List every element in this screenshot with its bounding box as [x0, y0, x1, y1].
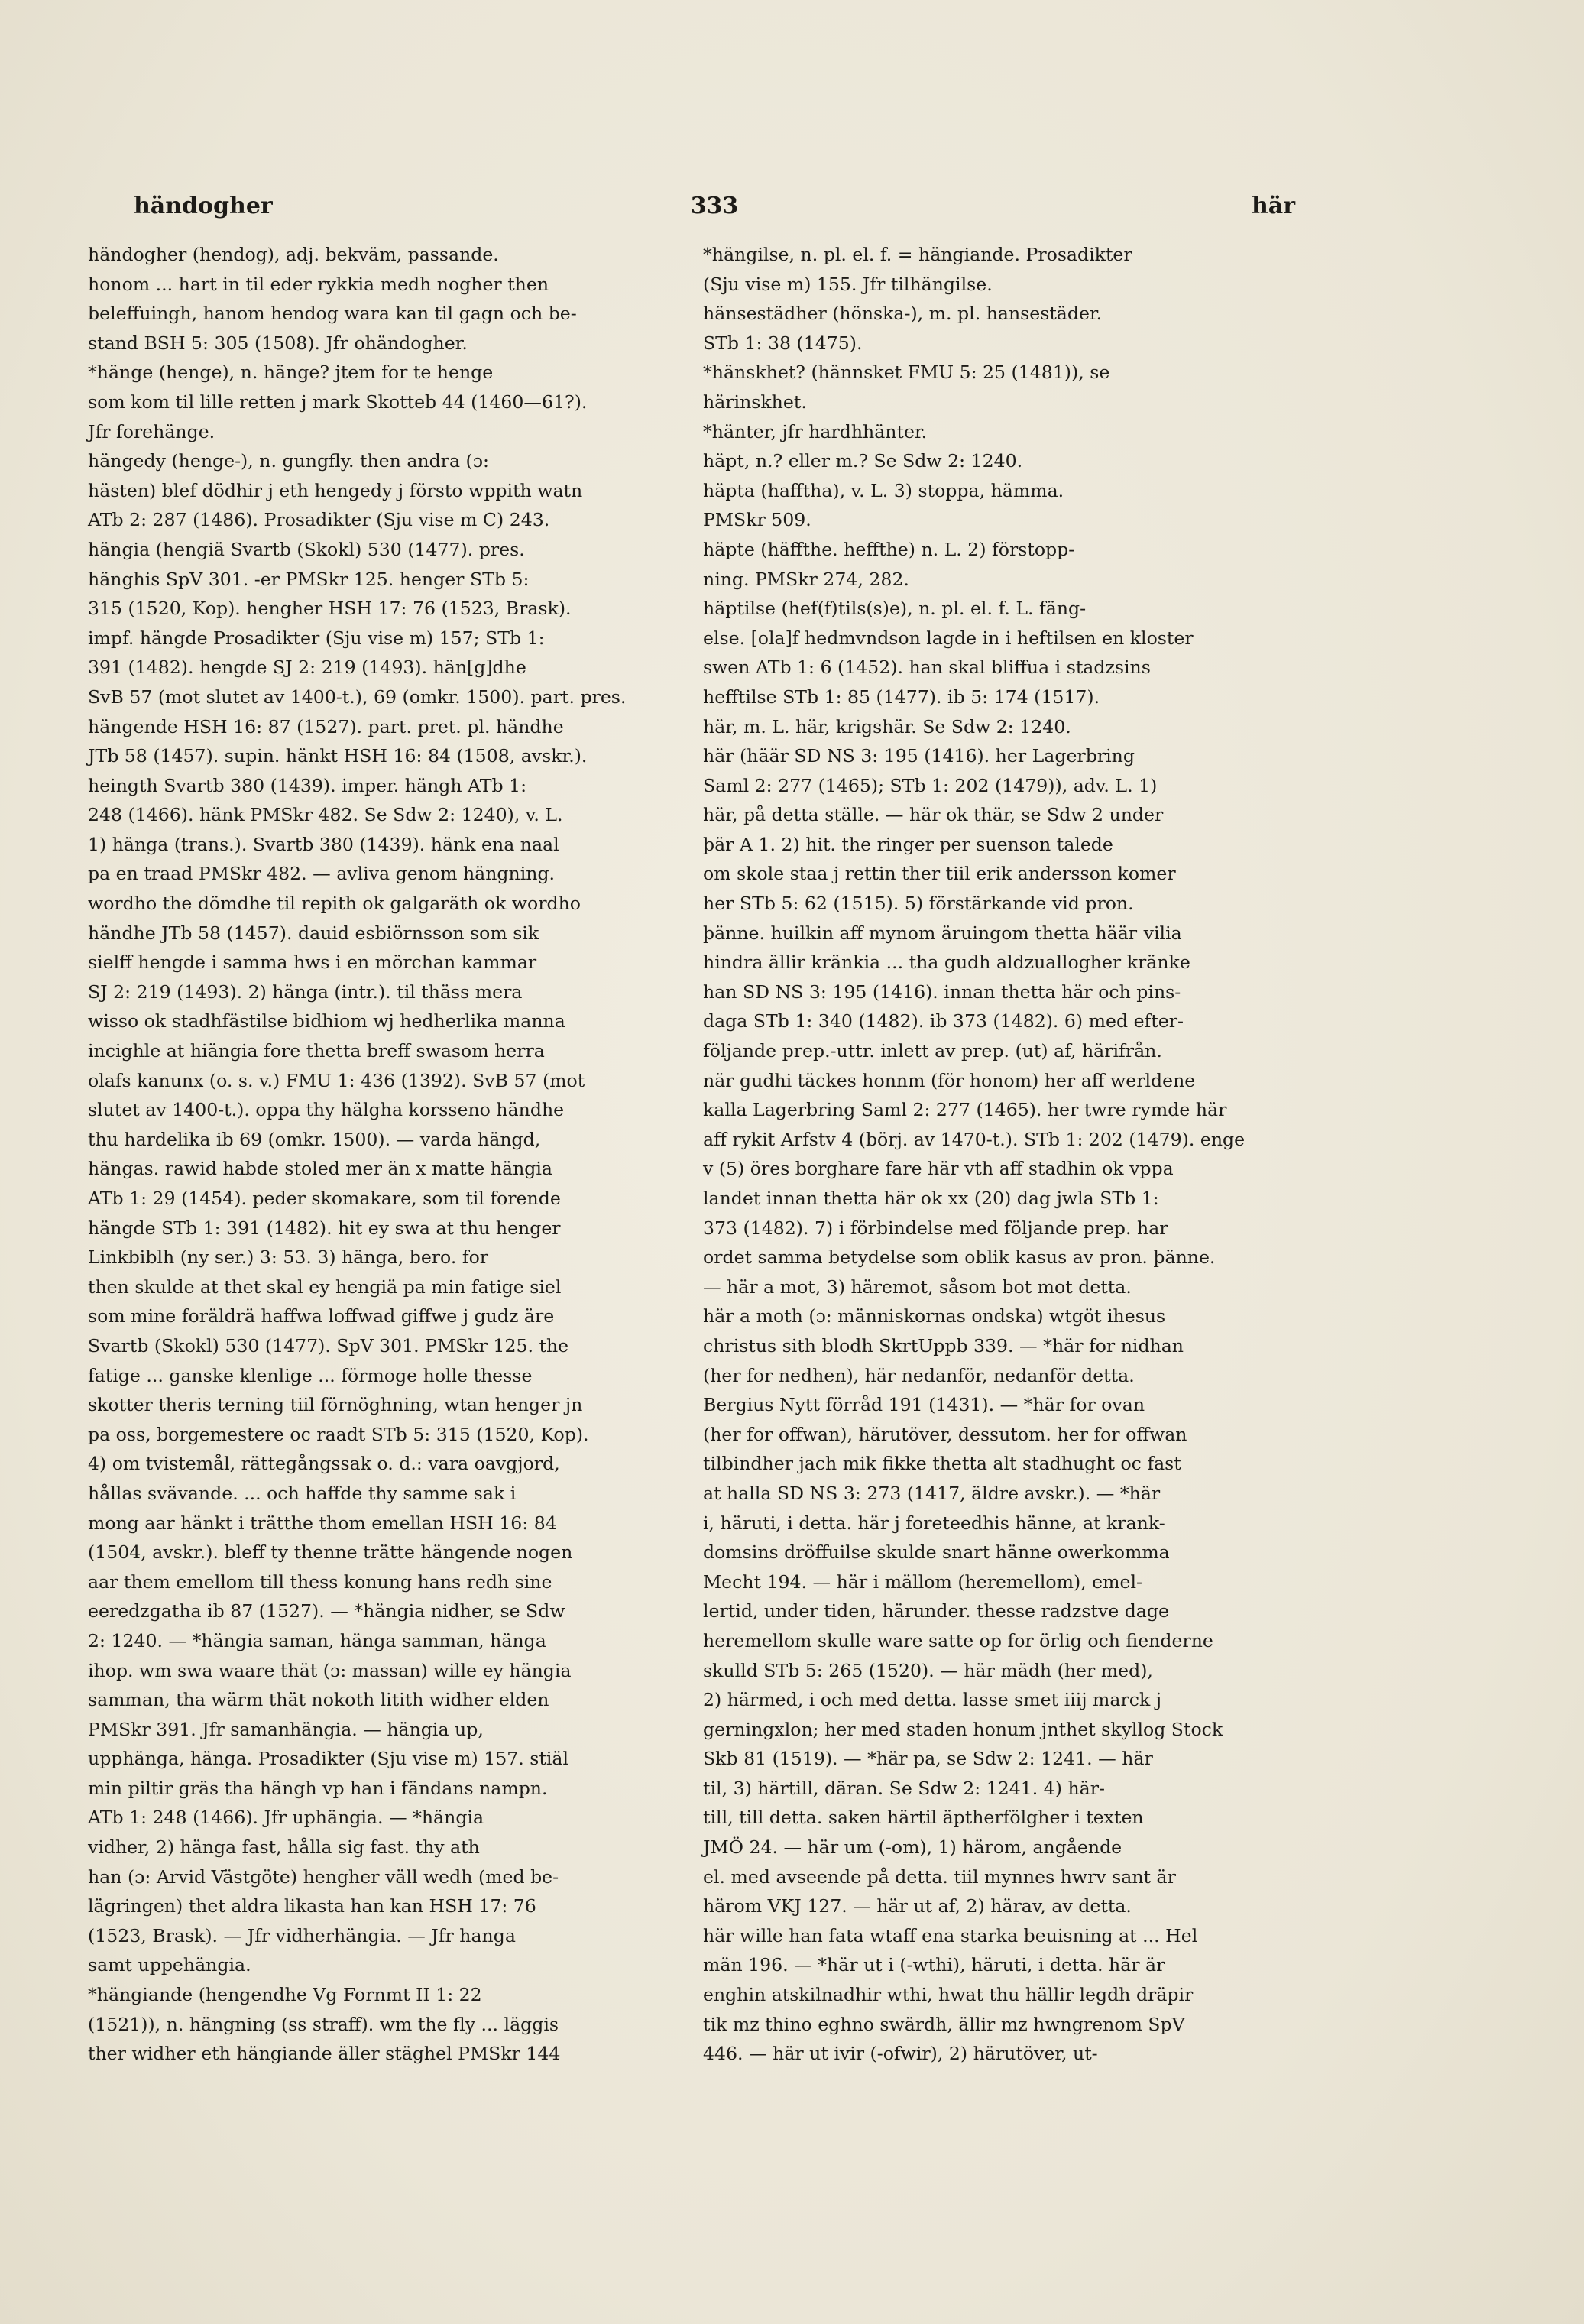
text-line: JTb 58 (1457). supin. hänkt HSH 16: 84 (1508, avskr.).	[88, 745, 588, 767]
text-line: pa oss, borgemestere oc raadt STb 5: 315 (1520, Kop).	[88, 1423, 589, 1445]
text-line: följande prep.-uttr. inlett av prep. (ut) af, härifrån.	[703, 1040, 1162, 1062]
text-line: samman, tha wärm thät nokoth litith widher elden	[88, 1689, 549, 1711]
text-line: honom ... hart in til eder rykkia medh nogher then	[88, 273, 549, 295]
text-line: domsins dröffuilse skulde snart hänne owerkomma	[703, 1541, 1170, 1564]
text-line: heremellom skulle ware satte op for örlig och fienderne	[703, 1629, 1213, 1651]
text-line: gerningxlon; her med staden honum jnthet skyllog Stock	[703, 1718, 1223, 1740]
running-head-right: här	[1251, 193, 1295, 219]
text-line: 248 (1466). hänk PMSkr 482. Se Sdw 2: 1240), v. L.	[88, 804, 563, 826]
text-line: ATb 2: 287 (1486). Prosadikter (Sju vise m C) 243.	[88, 509, 550, 531]
text-line: SJ 2: 219 (1493). 2) hänga (intr.). til thäss mera	[88, 980, 523, 1003]
text-line: 391 (1482). hengde SJ 2: 219 (1493). hän[g]dhe	[88, 656, 526, 679]
text-line: (her for offwan), härutöver, dessutom. her for offwan	[703, 1423, 1187, 1445]
text-line: som mine foräldrä haffwa loffwad giffwe j gudz äre	[88, 1305, 555, 1327]
text-line: ning. PMSkr 274, 282.	[703, 568, 909, 590]
text-line: ATb 1: 248 (1466). Jfr uphängia. — *hängia	[88, 1807, 484, 1829]
text-line: hängia (hengiä Svartb (Skokl) 530 (1477). pres.	[88, 538, 525, 560]
text-line: som kom til lille retten j mark Skotteb 44 (1460—61?).	[88, 391, 588, 413]
text-line: vidher, 2) hänga fast, hålla sig fast. thy ath	[88, 1836, 480, 1859]
text-line: slutet av 1400-t.). oppa thy hälgha korsseno händhe	[88, 1099, 565, 1121]
text-line: män 196. — *här ut i (-wthi), häruti, i detta. här är	[703, 1954, 1165, 1976]
text-line: hållas svävande. ... och haffde thy samme sak i	[88, 1482, 517, 1504]
text-line: hängedy (henge-), n. gungfly. then andra (ɔ:	[88, 450, 489, 472]
text-line: 373 (1482). 7) i förbindelse med följande prep. har	[703, 1217, 1168, 1239]
text-line: eeredzgatha ib 87 (1527). — *hängia nidher, se Sdw	[88, 1600, 565, 1622]
text-line: her STb 5: 62 (1515). 5) förstärkande vid pron.	[703, 893, 1134, 915]
text-line: hängende HSH 16: 87 (1527). part. pret. pl. händhe	[88, 715, 564, 737]
text-line: hänsestädher (hönska-), m. pl. hansestäder.	[703, 303, 1103, 325]
text-line: SvB 57 (mot slutet av 1400-t.), 69 (omkr. 1500). part. pres.	[88, 686, 627, 708]
text-line: PMSkr 391. Jfr samanhängia. — hängia up,	[88, 1718, 484, 1740]
text-line: stand BSH 5: 305 (1508). Jfr ohändogher.	[88, 332, 468, 354]
text-line: olafs kanunx (o. s. v.) FMU 1: 436 (1392). SvB 57 (mot	[88, 1069, 585, 1091]
text-line: hefftilse STb 1: 85 (1477). ib 5: 174 (1517).	[703, 686, 1100, 708]
text-line: *hängiande (hengendhe Vg Fornmt II 1: 22	[88, 1984, 482, 2006]
text-line: fatige ... ganske klenlige ... förmoge holle thesse	[88, 1364, 533, 1386]
text-line: skotter theris terning tiil förnöghning, wtan henger jn	[88, 1394, 583, 1416]
text-line: härinskhet.	[703, 391, 807, 413]
text-line: else. [ola]f hedmvndson lagde in i heftilsen en kloster	[703, 627, 1194, 649]
running-head-left: händogher	[134, 193, 273, 219]
text-line: STb 1: 38 (1475).	[703, 332, 863, 354]
text-line: hängde STb 1: 391 (1482). hit ey swa at thu henger	[88, 1217, 561, 1239]
text-line: 315 (1520, Kop). hengher HSH 17: 76 (1523, Brask).	[88, 598, 572, 620]
text-line: han SD NS 3: 195 (1416). innan thetta här och pins-	[703, 980, 1181, 1003]
left-column	[88, 240, 655, 2069]
text-line: tik mz thino eghno swärdh, ällir mz hwngrenom SpV	[703, 2013, 1185, 2035]
text-line: kalla Lagerbring Saml 2: 277 (1465). her twre rymde här	[703, 1099, 1227, 1121]
text-line: Linkbiblh (ny ser.) 3: 53. 3) hänga, bero. for	[88, 1246, 489, 1269]
text-line: upphänga, hänga. Prosadikter (Sju vise m) 157. stiäl	[88, 1748, 569, 1770]
text-line: wisso ok stadhfästilse bidhiom wj hedherlika manna	[88, 1010, 565, 1032]
text-line: samt uppehängia.	[88, 1954, 251, 1976]
text-line: incighle at hiängia fore thetta breff swasom herra	[88, 1040, 545, 1062]
text-line: heingth Svartb 380 (1439). imper. hängh ATb 1:	[88, 774, 527, 796]
text-line: Bergius Nytt förråd 191 (1431). — *här for ovan	[703, 1394, 1145, 1416]
text-line: här wille han fata wtaff ena starka beuisning at ... Hel	[703, 1924, 1198, 1946]
text-line: Skb 81 (1519). — *här pa, se Sdw 2: 1241. — här	[703, 1748, 1153, 1770]
text-line: skulld STb 5: 265 (1520). — här mädh (her med),	[703, 1659, 1153, 1681]
text-line: häpte (häffthe. heffthe) n. L. 2) förstopp-	[703, 538, 1075, 560]
text-line: þär A 1. 2) hit. the ringer per suenson talede	[703, 833, 1113, 855]
text-line: när gudhi täckes honnm (för honom) her aff werldene	[703, 1069, 1196, 1091]
text-line: — här a mot, 3) häremot, såsom bot mot detta.	[703, 1275, 1132, 1298]
text-line: till, till detta. saken härtil äptherfölgher i texten	[703, 1807, 1144, 1829]
text-line: aar them emellom till thess konung hans redh sine	[88, 1570, 552, 1593]
text-line: hindra ällir kränkia ... tha gudh aldzuallogher kränke	[703, 951, 1190, 974]
text-line: enghin atskilnadhir wthi, hwat thu hällir legdh dräpir	[703, 1984, 1194, 2006]
text-line: christus sith blodh SkrtUppb 339. — *här for nidhan	[703, 1334, 1184, 1356]
text-line: häpta (hafftha), v. L. 3) stoppa, hämma.	[703, 479, 1064, 501]
text-line: swen ATb 1: 6 (1452). han skal bliffua i stadzsins	[703, 656, 1151, 679]
text-line: (her for nedhen), här nedanför, nedanför detta.	[703, 1364, 1135, 1386]
text-line: i, häruti, i detta. här j foreteedhis hänne, at krank-	[703, 1512, 1165, 1534]
text-line: þänne. huilkin aff mynom äruingom thetta hääг vilia	[703, 922, 1182, 944]
text-line: el. med avseende på detta. tiil mynnes hwrv sant är	[703, 1865, 1176, 1888]
text-line: häptilse (hef(f)tils(s)e), n. pl. el. f. L. fäng-	[703, 598, 1087, 620]
text-line: min piltir gräs tha hängh vp han i fändans nampn.	[88, 1777, 548, 1799]
text-line: JMÖ 24. — här um (-om), 1) härom, angående	[703, 1836, 1122, 1859]
text-line: landet innan thetta här ok xx (20) dag jwla STb 1:	[703, 1188, 1159, 1209]
text-line: här, m. L. här, krigshär. Se Sdw 2: 1240.	[703, 715, 1071, 737]
text-line: ATb 1: 29 (1454). peder skomakare, som til forende	[88, 1188, 561, 1209]
text-line: händogher (hendog), adj. bekväm, passande.	[88, 244, 499, 265]
text-line: Mecht 194. — här i mällom (heremellom), emel-	[703, 1570, 1142, 1593]
text-line: Saml 2: 277 (1465); STb 1: 202 (1479)), adv. L. 1)	[703, 774, 1158, 796]
text-line: lertid, under tiden, härunder. thesse radzstve dage	[703, 1600, 1169, 1622]
text-line: 4) om tvistemål, rättegångssak o. d.: vara oavgjord,	[88, 1453, 560, 1475]
text-line: hänghis SpV 301. -er PMSkr 125. henger STb 5:	[88, 568, 530, 590]
text-line: (1504, avskr.). bleff ty thenne trätte hängende nogen	[88, 1541, 573, 1564]
text-line: thu hardelika ib 69 (omkr. 1500). — varda hängd,	[88, 1128, 541, 1150]
text-line: ther widher eth hängiande äller stäghel PMSkr 144	[88, 2043, 561, 2065]
text-line: ihop. wm swa waare thät (ɔ: massan) wille ey hängia	[88, 1659, 572, 1681]
running-head	[134, 193, 1295, 229]
text-line: 2: 1240. — *hängia saman, hänga samman, hänga	[88, 1629, 546, 1651]
text-line: *hänter, jfr hardhhänter.	[703, 420, 928, 442]
text-line: beleffuingh, hanom hendog wara kan til gagn och be-	[88, 303, 577, 325]
text-line: Jfr forehänge.	[88, 420, 215, 442]
text-line: 446. — här ut ivir (-ofwir), 2) härutöver, ut-	[703, 2043, 1098, 2065]
text-line: tilbindher jach mik fikke thetta alt stadhught oc fast	[703, 1453, 1181, 1475]
text-line: hästen) blef dödhir j eth hengedy j förstо wppith watn	[88, 479, 583, 501]
text-line: härom VKJ 127. — här ut af, 2) härav, av detta.	[703, 1895, 1132, 1917]
text-line: pa en traad PMSkr 482. — avliva genom hängning.	[88, 863, 556, 885]
text-line: han (ɔ: Arvid Västgöte) hengher väll wedh (med be-	[88, 1865, 559, 1888]
text-line: mong aar hänkt i trätthe thom emellan HSH 16: 84	[88, 1512, 557, 1534]
text-line: om skole staa j rettin ther tiil erik andersson komer	[703, 863, 1176, 885]
text-line: Svartb (Skokl) 530 (1477). SpV 301. PMSkr 125. the	[88, 1334, 569, 1356]
text-line: här a moth (ɔ: människornas ondska) wtgöt ihesus	[703, 1305, 1166, 1327]
text-line: *hängilse, n. pl. el. f. = hängiande. Prosadikter	[703, 244, 1132, 265]
text-line: här (häär SD NS 3: 195 (1416). her Lagerbring	[703, 745, 1135, 767]
text-line: händhe JTb 58 (1457). dauid esbiörnsson som sik	[88, 922, 539, 944]
text-line: daga STb 1: 340 (1482). ib 373 (1482). 6) med efter-	[703, 1010, 1184, 1032]
text-line: PMSkr 509.	[703, 509, 811, 531]
text-line: til, 3) härtill, däran. Se Sdw 2: 1241. 4) här-	[703, 1777, 1105, 1799]
text-line: 2) härmed, i och med detta. lasse smet iiij marck j	[703, 1689, 1162, 1711]
text-line: *hänskhet? (hännsket FMU 5: 25 (1481)), se	[703, 361, 1110, 384]
text-line: (Sju vise m) 155. Jfr tilhängilse.	[703, 273, 993, 295]
text-line: (1523, Brask). — Jfr vidherhängia. — Jfr hanga	[88, 1924, 516, 1946]
page-number: 333	[690, 193, 739, 219]
text-line: häpt, n.? eller m.? Se Sdw 2: 1240.	[703, 450, 1023, 472]
text-line: sielff hengde i samma hws i en mörchan kammar	[88, 951, 537, 974]
text-line: 1) hänga (trans.). Svartb 380 (1439). hänk ena naal	[88, 833, 559, 855]
text-line: hängas. rawid habde stoled mer än x matte hängia	[88, 1158, 552, 1180]
text-line: ordet samma betydelse som oblik kasus av pron. þänne.	[703, 1246, 1216, 1269]
text-line: then skulde at thet skal ey hengiä pa min fatige siel	[88, 1275, 562, 1298]
text-line: v (5) öres borghare fare här vth aff stadhin ok vppa	[703, 1158, 1174, 1180]
text-line: impf. hängde Prosadikter (Sju vise m) 157; STb 1:	[88, 627, 545, 649]
text-line: aff rykit Arfstv 4 (börj. av 1470-t.). STb 1: 202 (1479). enge	[703, 1128, 1245, 1150]
text-line: *hänge (henge), n. hänge? jtem for te henge	[88, 361, 494, 384]
text-line: här, på detta ställe. — här ok thär, se Sdw 2 under	[703, 804, 1164, 826]
text-line: at halla SD NS 3: 273 (1417, äldre avskr.). — *här	[703, 1482, 1161, 1504]
text-line: wordho the dömdhe til repith ok galgaräth ok wordho	[88, 893, 581, 915]
right-column	[703, 240, 1270, 2069]
text-line: lägringen) thet aldra likasta han kan HSH 17: 76	[88, 1895, 536, 1917]
text-line: (1521)), n. hängning (ss straff). wm the fly ... läggis	[88, 2013, 559, 2035]
